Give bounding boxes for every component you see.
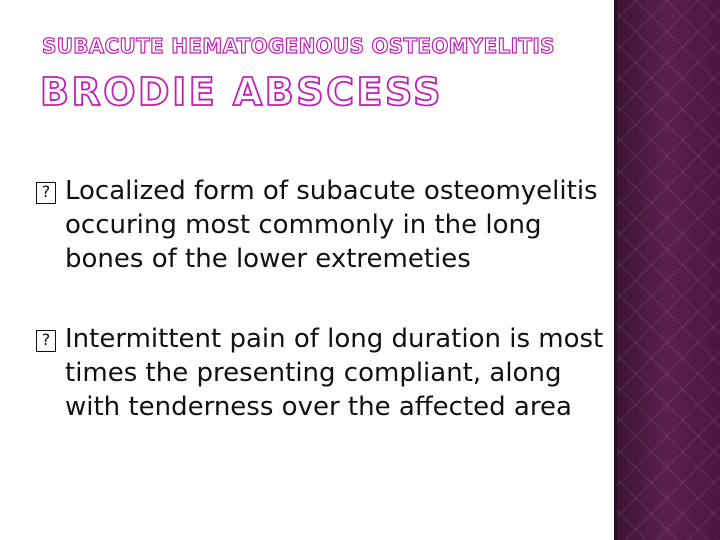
slide-title-line2: BRODIE ABSCESS xyxy=(40,70,444,114)
bullet-text: Localized form of subacute osteomyelitis occuring most commonly in the long bones of the lower extremeties xyxy=(65,176,598,274)
slide-title-line1: SUBACUTE HEMATOGENOUS OSTEOMYELITIS xyxy=(42,34,555,58)
bullet-text: Intermittent pain of long duration is most times the presenting compliant, along with tenderness over the affected area xyxy=(65,324,604,422)
side-panel-border xyxy=(614,0,617,540)
missing-glyph-icon xyxy=(36,330,56,352)
decorative-side-panel xyxy=(614,0,720,540)
bullet-item xyxy=(36,174,606,276)
bullet-list xyxy=(36,174,606,470)
bullet-item xyxy=(36,322,606,424)
missing-glyph-icon xyxy=(36,182,56,204)
